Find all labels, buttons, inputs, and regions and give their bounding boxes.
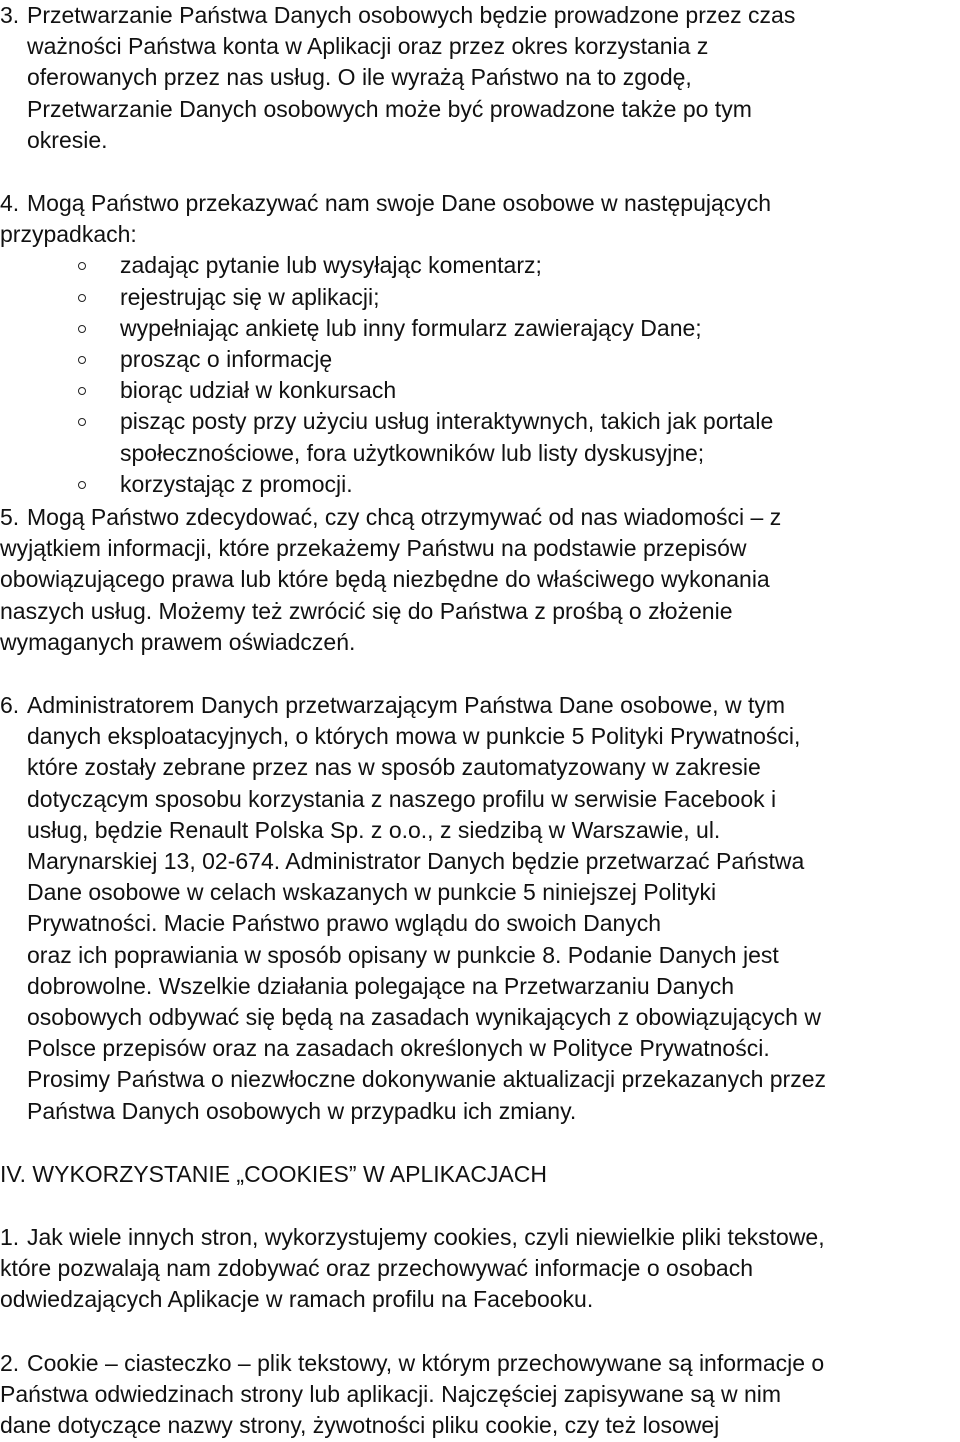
paragraph-text-first xyxy=(0,502,960,533)
text-line: przypadkach: xyxy=(0,221,137,248)
paragraph-number: 5. xyxy=(0,504,20,530)
section-heading: IV. WYKORZYSTANIE „COOKIES” W APLIKACJACH xyxy=(0,1161,547,1187)
text-line: Cookie – ciasteczko – plik tekstowy, w którym przechowywane są informacje o xyxy=(27,1350,825,1376)
circle-bullet-icon xyxy=(78,481,86,489)
text-line: Jak wiele innych stron, wykorzystujemy cookies, czyli niewielkie pliki tekstowe, xyxy=(27,1224,825,1250)
text-line: wymaganych prawem oświadczeń. xyxy=(0,628,356,655)
text-line: usług, będzie Renault Polska Sp. z o.o., z siedzibą w Warszawie, ul. xyxy=(27,816,721,843)
paragraph-6 xyxy=(0,690,960,1127)
list-item xyxy=(0,469,960,500)
paragraph-text xyxy=(0,690,960,1127)
paragraph-number: 6. xyxy=(0,692,20,718)
cookies-paragraph-2 xyxy=(0,1348,960,1442)
paragraph-text xyxy=(0,0,960,156)
text-line: dobrowolne. Wszelkie działania polegające na Przetwarzaniu Danych xyxy=(27,972,735,999)
text-line: Państwa Danych osobowych w przypadku ich zmiany. xyxy=(27,1097,577,1124)
paragraph-text xyxy=(0,188,960,219)
text-line: Administratorem Danych przetwarzającym Państwa Dane osobowe, w tym xyxy=(27,692,786,718)
text-line: wyjątkiem informacji, które przekażemy Państwu na podstawie przepisów xyxy=(0,535,747,562)
text-line: wypełniając ankietę lub inny formularz zawierający Dane; xyxy=(120,314,702,341)
text-line: rejestrując się w aplikacji; xyxy=(120,283,380,310)
text-line: Prywatności. Macie Państwo prawo wglądu do swoich Danych xyxy=(27,910,662,937)
text-line: danych eksploatacyjnych, o których mowa w punkcie 5 Polityki Prywatności, xyxy=(27,723,801,750)
list-item xyxy=(0,344,960,375)
text-line: ważności Państwa konta w Aplikacji oraz przez okres korzystania z xyxy=(27,33,709,60)
text-line: społecznościowe, fora użytkowników lub listy dyskusyjne; xyxy=(120,439,705,466)
text-line: zadając pytanie lub wysyłając komentarz; xyxy=(120,252,542,279)
paragraph-number: 3. xyxy=(0,2,20,28)
text-line: Polsce przepisów oraz na zasadach określonych w Polityce Prywatności. xyxy=(27,1035,770,1062)
paragraph-number: 4. xyxy=(0,190,20,216)
list-item xyxy=(0,406,960,468)
text-line: okresie. xyxy=(27,126,108,153)
paragraph-text-first xyxy=(0,1222,960,1253)
circle-bullet-icon xyxy=(78,418,86,426)
text-line: Prosimy Państwa o niezwłoczne dokonywanie aktualizacji przekazanych przez xyxy=(27,1066,826,1093)
list-item xyxy=(0,375,960,406)
text-line: odwiedzających Aplikacje w ramach profilu na Facebooku. xyxy=(0,1286,594,1313)
text-line: oferowanych przez nas usług. O ile wyrażą Państwo na to zgodę, xyxy=(27,64,692,91)
text-line: Marynarskiej 13, 02-674. Administrator Danych będzie przetwarzać Państwa xyxy=(27,848,805,875)
paragraph-number: 2. xyxy=(0,1350,20,1376)
paragraph-3 xyxy=(0,0,960,156)
text-line: pisząc posty przy użyciu usług interaktywnych, takich jak portale xyxy=(120,408,774,435)
text-line: dotyczącym sposobu korzystania z naszego profilu w serwisie Facebook i xyxy=(27,785,777,812)
text-line: prosząc o informację xyxy=(120,346,333,373)
text-line: Mogą Państwo zdecydować, czy chcą otrzymywać od nas wiadomości – z xyxy=(27,504,782,530)
list-item xyxy=(0,282,960,313)
text-line: naszych usług. Możemy też zwrócić się do Państwa z prośbą o złożenie xyxy=(0,597,733,624)
cookies-paragraph-1 xyxy=(0,1222,960,1316)
text-line: które pozwalają nam zdobywać oraz przechowywać informacje o osobach xyxy=(0,1255,753,1282)
text-line: oraz ich poprawiania w sposób opisany w punkcie 8. Podanie Danych jest xyxy=(27,941,779,968)
bullet-list xyxy=(0,250,960,500)
text-line: które zostały zebrane przez nas w sposób zautomatyzowany w zakresie xyxy=(27,754,761,781)
text-line: Przetwarzanie Państwa Danych osobowych będzie prowadzone przez czas xyxy=(27,2,796,28)
circle-bullet-icon xyxy=(78,294,86,302)
circle-bullet-icon xyxy=(78,325,86,333)
paragraph-5 xyxy=(0,502,960,658)
list-item xyxy=(0,250,960,281)
paragraph-number: 1. xyxy=(0,1224,20,1250)
circle-bullet-icon xyxy=(78,262,86,270)
circle-bullet-icon xyxy=(78,387,86,395)
text-line: korzystając z promocji. xyxy=(120,470,353,497)
list-item xyxy=(0,313,960,344)
circle-bullet-icon xyxy=(78,356,86,364)
text-line: obowiązującego prawa lub które będą niezbędne do właściwego wykonania xyxy=(0,566,770,593)
text-line: Mogą Państwo przekazywać nam swoje Dane osobowe w następujących xyxy=(27,190,772,216)
text-line: biorąc udział w konkursach xyxy=(120,377,397,404)
text-line: osobowych odbywać się będą na zasadach wynikających z obowiązujących w xyxy=(27,1004,821,1031)
paragraph-4 xyxy=(0,188,960,500)
text-line: Państwa odwiedzinach strony lub aplikacji. Najczęściej zapisywane są w nim xyxy=(0,1381,782,1408)
text-line: Dane osobowe w celach wskazanych w punkcie 5 niniejszej Polityki xyxy=(27,879,717,906)
text-line: Przetwarzanie Danych osobowych może być prowadzone także po tym xyxy=(27,95,752,122)
text-line: dane dotyczące nazwy strony, żywotności pliku cookie, czy też losowej xyxy=(0,1412,720,1439)
paragraph-text-first xyxy=(0,1348,960,1379)
